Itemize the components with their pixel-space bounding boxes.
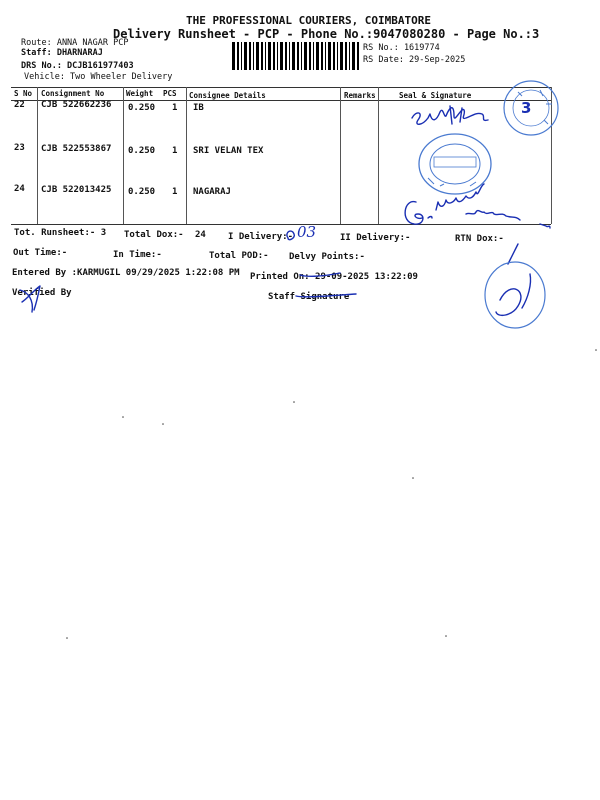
row-weight: 0.250: [128, 187, 156, 197]
row-consignment: CJB 522553867: [41, 144, 112, 154]
signature-row3: [405, 184, 550, 228]
col-header-weight: Weight: [126, 89, 154, 98]
row-sno: 24: [14, 184, 25, 194]
delvy-points-label: Delvy Points:-: [289, 252, 365, 262]
entered-by: Entered By :KARMUGIL 09/29/2025 1:22:08 PM: [12, 268, 240, 278]
rs-date: RS Date: 29-Sep-2025: [363, 55, 466, 65]
speck: [595, 349, 597, 351]
speck: [445, 635, 447, 637]
speck: [66, 637, 68, 639]
total-pod-label: Total POD:-: [209, 251, 269, 261]
total-dox-label: Total Dox:-: [124, 230, 184, 240]
rtn-dox-label: RTN Dox:-: [455, 234, 504, 244]
out-time-label: Out Time:-: [13, 248, 68, 258]
row-consignment: CJB 522662236: [41, 100, 112, 110]
speck: [293, 401, 295, 403]
staff-label: Staff: DHARNARAJ: [21, 48, 103, 58]
staff-signature-label: Staff Signature: [268, 292, 350, 302]
i-delivery-handwritten: 03: [297, 223, 317, 241]
route-label: Route: ANNA NAGAR PCP: [21, 38, 129, 48]
tot-runsheet: Tot. Runsheet:- 3: [14, 228, 107, 238]
speck: [122, 416, 124, 418]
speck: [412, 477, 414, 479]
company-title: THE PROFESSIONAL COURIERS, COIMBATORE: [186, 14, 432, 27]
total-dox-value: 24: [195, 230, 206, 240]
drs-number: DRS No.: DCJB161977403: [21, 61, 134, 71]
speck: [162, 423, 164, 425]
col-header-remarks: Remarks: [344, 91, 376, 100]
stamp-number: 3: [521, 99, 532, 117]
staff-signature-mark: [485, 262, 545, 328]
ii-delivery-label: II Delivery:-: [340, 233, 411, 243]
col-header-consignee: Consignee Details: [189, 91, 266, 100]
row-consignee: NAGARAJ: [193, 187, 231, 197]
row-consignee: IB: [193, 103, 204, 113]
printed-on: Printed On: 29-09-2025 13:22:09: [250, 272, 418, 282]
signature-row1: [412, 106, 488, 124]
row-weight: 0.250: [128, 146, 156, 156]
row-consignment: CJB 522013425: [41, 185, 112, 195]
runsheet-subtitle: Delivery Runsheet - PCP - Phone No.:9047080280 - Page No.:3: [113, 27, 540, 41]
verified-by-label: Verified By: [12, 288, 72, 298]
col-header-pcs: PCS: [163, 89, 177, 98]
col-header-seal: Seal & Signature: [399, 91, 472, 100]
stamp-row2: [419, 134, 491, 194]
col-header-consignment: Consignment No: [41, 89, 105, 98]
in-time-label: In Time:-: [113, 250, 162, 260]
row-consignee: SRI VELAN TEX: [193, 146, 264, 156]
row-sno: 22: [14, 100, 25, 110]
row-weight: 0.250: [128, 103, 156, 113]
vehicle-label: Vehicle: Two Wheeler Delivery: [24, 72, 173, 82]
col-header-sno: S No: [14, 89, 33, 98]
rs-number: RS No.: 1619774: [363, 43, 440, 53]
row-sno: 23: [14, 143, 25, 153]
row-pcs: 1: [172, 146, 178, 156]
row-pcs: 1: [172, 103, 178, 113]
row-pcs: 1: [172, 187, 178, 197]
verified-by-signature: [20, 286, 40, 312]
i-delivery-label: I Delivery:-: [228, 232, 294, 242]
